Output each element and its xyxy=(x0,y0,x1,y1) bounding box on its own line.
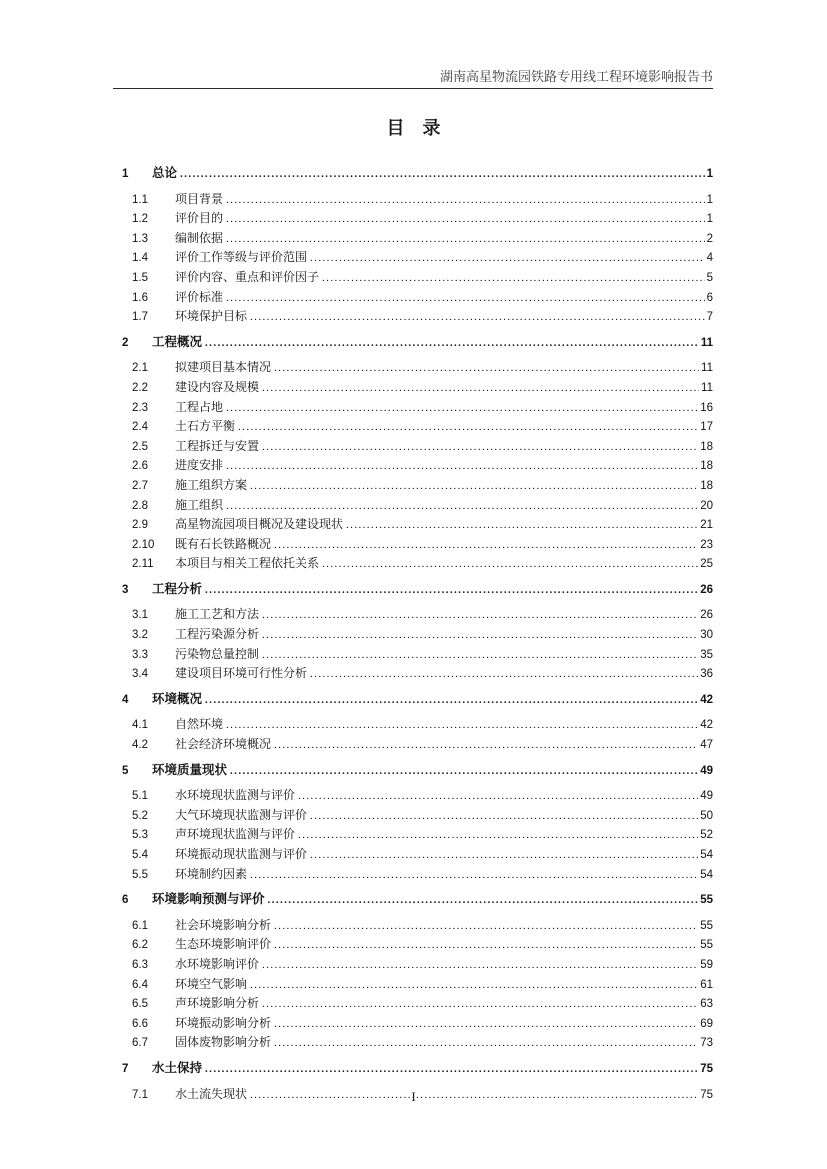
toc-entry-title: 本项目与相关工程依托关系 xyxy=(175,556,320,571)
dot-leader xyxy=(226,209,705,229)
dot-leader xyxy=(262,378,699,398)
toc-entry-number: 6.7 xyxy=(132,1037,148,1050)
toc-entry-title: 工程拆迁与安置 xyxy=(175,438,260,453)
toc-item-entry xyxy=(113,865,713,885)
toc-item-entry xyxy=(113,209,713,229)
toc-entry-number: 2.3 xyxy=(132,401,148,414)
toc-entry-title: 施工组织 xyxy=(175,497,224,512)
toc-entry-title: 环境影响预测与评价 xyxy=(152,892,265,907)
dot-leader xyxy=(274,1033,698,1053)
toc-entry-page: 54 xyxy=(700,868,713,881)
toc-entry-title: 建设项目环境可行性分析 xyxy=(175,666,308,681)
dot-leader xyxy=(226,398,698,418)
dot-leader xyxy=(205,333,699,353)
toc-entry-number: 6.6 xyxy=(132,1017,148,1030)
toc-entry-title: 污染物总量控制 xyxy=(175,646,260,661)
toc-entry-number: 1.4 xyxy=(132,252,148,265)
dot-leader xyxy=(262,625,698,645)
dot-leader xyxy=(274,916,698,936)
toc-item-entry xyxy=(113,975,713,995)
toc-item-entry xyxy=(113,735,713,755)
toc-entry-page: 26 xyxy=(700,583,713,596)
toc-item-entry xyxy=(113,605,713,625)
toc-entry-number: 1.2 xyxy=(132,213,148,226)
dot-leader xyxy=(226,190,705,210)
dot-leader xyxy=(310,845,698,865)
toc-entry-number: 2.5 xyxy=(132,440,148,453)
toc-entry-page: 5 xyxy=(706,271,713,284)
toc-entry-page: 47 xyxy=(700,739,713,752)
toc-entry-title: 社会环境影响分析 xyxy=(175,917,272,932)
toc-item-entry xyxy=(113,268,713,288)
toc-item-entry xyxy=(113,806,713,826)
toc-entry-title: 进度安排 xyxy=(175,458,224,473)
toc-entry-number: 2.8 xyxy=(132,499,148,512)
toc-entry-title: 自然环境 xyxy=(175,717,224,732)
toc-entry-number: 2.1 xyxy=(132,362,148,375)
toc-entry-page: 36 xyxy=(700,668,713,681)
toc-entry-page: 61 xyxy=(700,978,713,991)
toc-entry-title: 施工工艺和方法 xyxy=(175,607,260,622)
dot-leader xyxy=(238,417,698,437)
toc-entry-page: 25 xyxy=(700,558,713,571)
dot-leader xyxy=(230,761,698,781)
toc-entry-title: 拟建项目基本情况 xyxy=(175,360,272,375)
toc-item-entry xyxy=(113,190,713,210)
toc-entry-page: 75 xyxy=(700,1062,713,1075)
toc-entry-title: 高星物流园项目概况及建设现状 xyxy=(175,517,344,532)
toc-item-entry xyxy=(113,515,713,535)
dot-leader xyxy=(262,437,698,457)
toc-item-entry xyxy=(113,715,713,735)
dot-leader xyxy=(262,955,698,975)
toc-entry-title: 评价工作等级与评价范围 xyxy=(175,250,308,265)
toc-entry-number: 3.4 xyxy=(132,668,148,681)
toc-entry-title: 项目背景 xyxy=(175,191,224,206)
toc-entry-title: 固体废物影响分析 xyxy=(175,1035,272,1050)
toc-entry-number: 2.11 xyxy=(132,558,154,571)
toc-item-entry xyxy=(113,398,713,418)
toc-entry-number: 4 xyxy=(122,693,129,706)
toc-entry-page: 6 xyxy=(706,291,713,304)
dot-leader xyxy=(250,865,698,885)
toc-entry-title: 工程概况 xyxy=(152,334,203,349)
toc-item-entry xyxy=(113,476,713,496)
toc-item-entry xyxy=(113,378,713,398)
dot-leader xyxy=(250,307,705,327)
toc-entry-title: 环境保护目标 xyxy=(175,309,248,324)
toc-entry-number: 2 xyxy=(122,336,129,349)
toc-item-entry xyxy=(113,645,713,665)
toc-item-entry xyxy=(113,845,713,865)
toc-entry-title: 环境空气影响 xyxy=(175,976,248,991)
dot-leader xyxy=(226,496,698,516)
dot-leader xyxy=(226,715,698,735)
toc-entry-title: 声环境现状监测与评价 xyxy=(175,827,296,842)
toc-entry-title: 大气环境现状监测与评价 xyxy=(175,807,308,822)
table-of-contents xyxy=(113,158,713,1104)
toc-chapter-entry xyxy=(113,890,713,910)
toc-entry-page: 63 xyxy=(700,998,713,1011)
dot-leader xyxy=(298,786,698,806)
toc-entry-page: 18 xyxy=(700,440,713,453)
toc-entry-number: 3.2 xyxy=(132,629,148,642)
toc-entry-page: 16 xyxy=(700,401,713,414)
toc-item-entry xyxy=(113,935,713,955)
toc-entry-page: 21 xyxy=(700,519,713,532)
toc-entry-page: 1 xyxy=(706,168,713,180)
toc-entry-number: 4.1 xyxy=(132,719,148,732)
toc-item-entry xyxy=(113,664,713,684)
toc-entry-number: 2.4 xyxy=(132,421,148,434)
dot-leader xyxy=(250,476,698,496)
dot-leader xyxy=(310,248,705,268)
dot-leader xyxy=(310,664,698,684)
toc-item-entry xyxy=(113,1014,713,1034)
toc-entry-title: 施工组织方案 xyxy=(175,477,248,492)
toc-chapter-entry xyxy=(113,164,713,184)
toc-entry-title: 生态环境影响评价 xyxy=(175,937,272,952)
toc-entry-number: 4.2 xyxy=(132,739,148,752)
toc-entry-page: 17 xyxy=(700,421,713,434)
toc-entry-number: 6 xyxy=(122,894,129,907)
toc-item-entry xyxy=(113,916,713,936)
toc-item-entry xyxy=(113,417,713,437)
toc-entry-number: 2.7 xyxy=(132,479,148,492)
dot-leader xyxy=(274,935,698,955)
toc-entry-page: 11 xyxy=(700,336,713,349)
dot-leader xyxy=(250,975,698,995)
toc-entry-number: 1.6 xyxy=(132,291,148,304)
dot-leader xyxy=(226,229,705,249)
toc-item-entry xyxy=(113,994,713,1014)
toc-entry-number: 3 xyxy=(122,583,129,596)
toc-chapter-entry xyxy=(113,333,713,353)
toc-entry-title: 社会经济环境概况 xyxy=(175,737,272,752)
dot-leader xyxy=(298,825,698,845)
toc-entry-page: 18 xyxy=(700,479,713,492)
toc-entry-number: 2.2 xyxy=(132,381,148,394)
toc-entry-title: 编制依据 xyxy=(175,230,224,245)
toc-entry-title: 环境振动影响分析 xyxy=(175,1015,272,1030)
toc-entry-title: 工程占地 xyxy=(175,399,224,414)
toc-entry-page: 49 xyxy=(700,764,713,777)
toc-item-entry xyxy=(113,786,713,806)
toc-entry-page: 20 xyxy=(700,499,713,512)
toc-entry-number: 1.3 xyxy=(132,232,148,245)
dot-leader xyxy=(346,515,698,535)
toc-entry-number: 1.1 xyxy=(132,193,148,206)
dot-leader xyxy=(274,535,698,555)
toc-entry-page: 55 xyxy=(700,894,713,907)
toc-item-entry xyxy=(113,554,713,574)
toc-chapter-entry xyxy=(113,580,713,600)
toc-chapter-entry xyxy=(113,761,713,781)
dot-leader xyxy=(310,806,698,826)
toc-entry-page: 1 xyxy=(706,193,713,206)
toc-entry-title: 评价目的 xyxy=(175,211,224,226)
toc-entry-number: 6.1 xyxy=(132,919,148,932)
toc-entry-page: 59 xyxy=(700,958,713,971)
toc-entry-title: 水环境现状监测与评价 xyxy=(175,788,296,803)
dot-leader xyxy=(262,994,698,1014)
toc-item-entry xyxy=(113,825,713,845)
toc-chapter-entry xyxy=(113,690,713,710)
toc-entry-page: 73 xyxy=(700,1037,713,1050)
toc-item-entry xyxy=(113,248,713,268)
dot-leader xyxy=(322,554,698,574)
toc-item-entry xyxy=(113,1033,713,1053)
toc-entry-number: 2.10 xyxy=(132,538,155,551)
toc-entry-page: 69 xyxy=(700,1017,713,1030)
toc-entry-page: 11 xyxy=(701,381,713,394)
toc-item-entry xyxy=(113,358,713,378)
toc-entry-number: 7.1 xyxy=(132,1088,148,1101)
toc-item-entry xyxy=(113,437,713,457)
dot-leader xyxy=(226,456,698,476)
toc-entry-title: 总论 xyxy=(152,166,178,180)
toc-item-entry xyxy=(113,955,713,975)
toc-entry-number: 3.3 xyxy=(132,648,148,661)
toc-entry-title: 环境振动现状监测与评价 xyxy=(175,847,308,861)
toc-item-entry xyxy=(113,307,713,327)
dot-leader xyxy=(262,605,698,625)
toc-entry-page: 11 xyxy=(701,362,713,375)
toc-entry-number: 7 xyxy=(122,1062,129,1075)
dot-leader xyxy=(180,164,705,184)
dot-leader xyxy=(205,690,698,710)
toc-entry-page: 1 xyxy=(706,213,713,226)
toc-entry-page: 54 xyxy=(700,849,713,861)
toc-entry-number: 3.1 xyxy=(132,609,148,622)
toc-entry-title: 工程分析 xyxy=(152,581,203,596)
toc-item-entry xyxy=(113,496,713,516)
toc-entry-page: 42 xyxy=(700,719,713,732)
toc-entry-page: 23 xyxy=(700,538,713,551)
dot-leader xyxy=(274,735,698,755)
toc-entry-page: 4 xyxy=(706,252,713,265)
header-title: 湖南高星物流园铁路专用线工程环境影响报告书 xyxy=(439,69,713,84)
toc-entry-title: 工程污染源分析 xyxy=(175,627,260,642)
toc-entry-title: 既有石长铁路概况 xyxy=(175,536,272,551)
toc-entry-number: 6.2 xyxy=(132,939,148,952)
toc-entry-number: 2.9 xyxy=(132,519,148,532)
toc-entry-page: 52 xyxy=(700,829,713,842)
toc-entry-title: 环境制约因素 xyxy=(175,866,248,881)
toc-entry-number: 1.5 xyxy=(132,271,148,284)
page-header xyxy=(113,68,713,89)
toc-entry-page: 55 xyxy=(700,919,713,932)
toc-item-entry xyxy=(113,288,713,308)
toc-entry-number: 6.3 xyxy=(132,958,148,971)
toc-entry-page: 2 xyxy=(706,232,713,245)
toc-entry-number: 2.6 xyxy=(132,460,148,473)
toc-entry-number: 5.5 xyxy=(132,868,148,881)
toc-entry-title: 环境质量现状 xyxy=(152,762,228,777)
toc-entry-page: 42 xyxy=(700,693,713,706)
toc-entry-page: 35 xyxy=(700,648,713,661)
toc-entry-number: 6.4 xyxy=(132,978,148,991)
dot-leader xyxy=(274,1014,698,1034)
toc-entry-title: 土石方平衡 xyxy=(175,419,236,434)
toc-entry-title: 水土保持 xyxy=(152,1060,203,1075)
toc-entry-title: 水土流失现状 xyxy=(175,1086,248,1101)
dot-leader xyxy=(226,288,705,308)
toc-item-entry xyxy=(113,625,713,645)
toc-item-entry xyxy=(113,456,713,476)
toc-entry-title: 建设内容及规模 xyxy=(175,379,260,394)
dot-leader xyxy=(205,580,698,600)
toc-entry-number: 5.3 xyxy=(132,829,148,842)
page-title: 目 录 xyxy=(386,118,441,138)
toc-entry-title: 声环境影响分析 xyxy=(175,996,260,1011)
toc-entry-number: 6.5 xyxy=(132,998,148,1011)
toc-entry-page: 18 xyxy=(700,460,713,473)
dot-leader xyxy=(322,268,705,288)
toc-entry-page: 30 xyxy=(700,629,713,642)
dot-leader xyxy=(262,645,698,665)
toc-entry-page: 50 xyxy=(700,809,713,822)
toc-entry-number: 1 xyxy=(122,168,129,180)
toc-entry-title: 评价内容、重点和评价因子 xyxy=(175,269,320,284)
toc-entry-number: 1.7 xyxy=(132,311,148,324)
toc-entry-title: 水环境影响评价 xyxy=(175,956,260,971)
toc-entry-page: 75 xyxy=(700,1088,713,1101)
dot-leader xyxy=(268,890,699,910)
footer-page-number: I xyxy=(411,1089,416,1104)
toc-entry-number: 5.4 xyxy=(132,849,148,861)
page-footer xyxy=(0,1089,827,1105)
toc-entry-page: 7 xyxy=(706,311,713,324)
toc-entry-number: 5.2 xyxy=(132,809,148,822)
toc-entry-number: 5.1 xyxy=(132,790,148,803)
dot-leader xyxy=(274,358,699,378)
dot-leader xyxy=(205,1059,698,1079)
toc-item-entry xyxy=(113,229,713,249)
toc-entry-page: 55 xyxy=(700,939,713,952)
toc-item-entry xyxy=(113,535,713,555)
toc-entry-page: 26 xyxy=(700,609,713,622)
toc-entry-title: 评价标准 xyxy=(175,289,224,304)
toc-entry-page: 49 xyxy=(700,790,713,803)
toc-entry-number: 5 xyxy=(122,764,129,777)
toc-entry-title: 环境概况 xyxy=(152,691,203,706)
toc-chapter-entry xyxy=(113,1059,713,1079)
